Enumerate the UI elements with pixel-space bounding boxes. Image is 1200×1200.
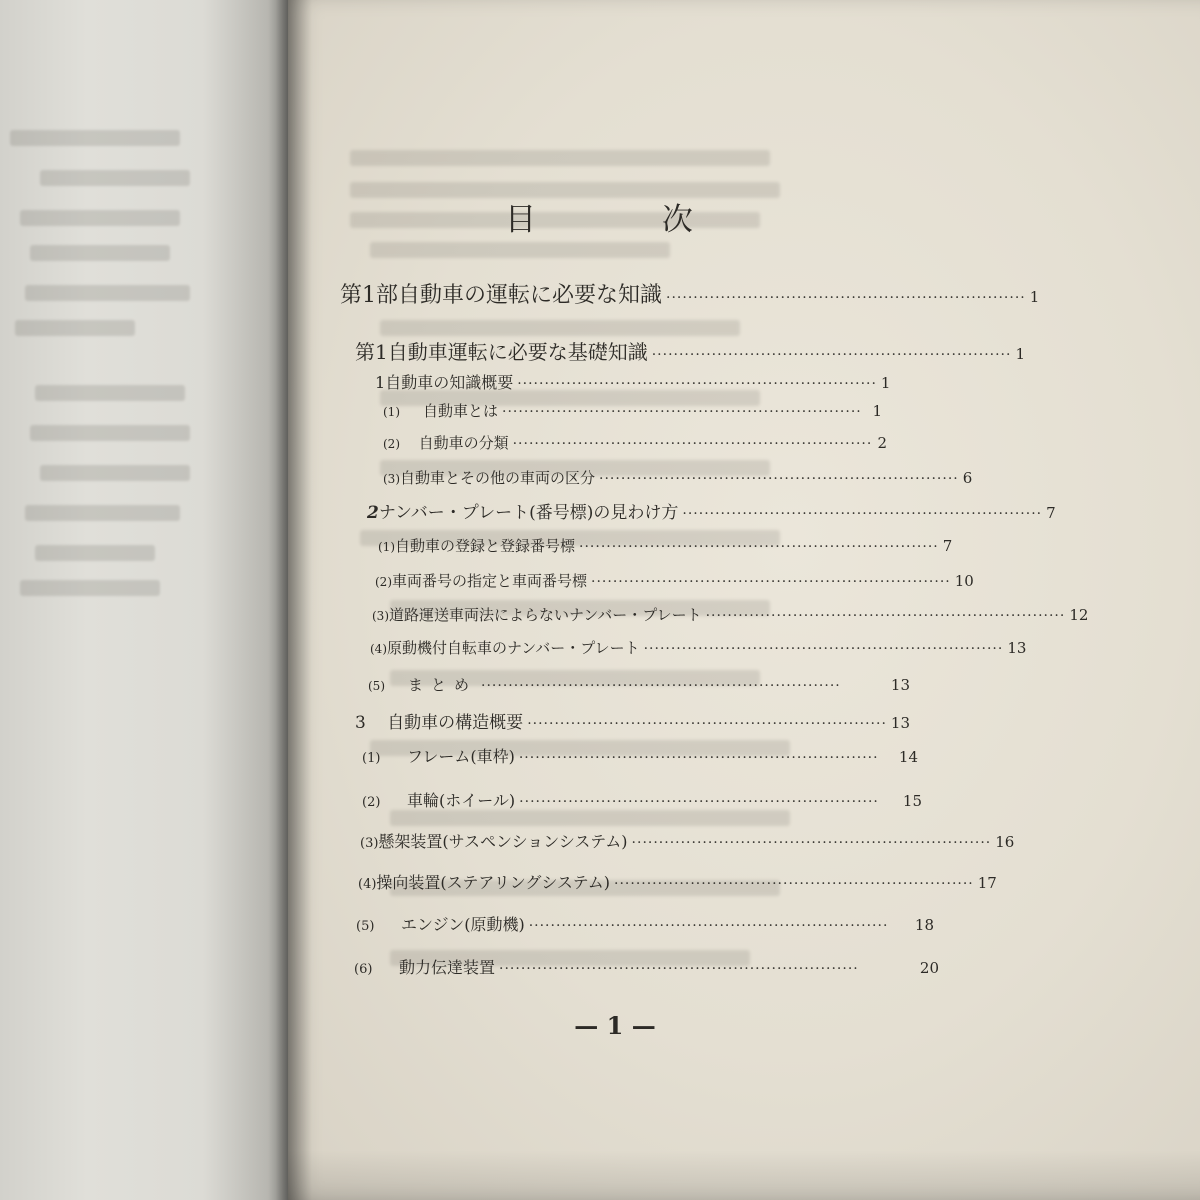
bleed-line: [30, 425, 190, 441]
page-title: 目 次: [505, 202, 751, 238]
toc-label: 自動車の構造概要: [387, 713, 524, 733]
toc-row-part-1: [340, 278, 1040, 309]
toc-row-item: [362, 744, 918, 767]
toc-page-number: 7: [942, 537, 953, 555]
bleed-line: [20, 210, 180, 226]
toc-leader-dots: ··································································: [527, 716, 887, 732]
toc-leader-dots: ··································································: [666, 290, 1026, 306]
toc-label: 車両番号の指定と車両番号標: [392, 572, 588, 590]
page-number-folio: — 1 —: [574, 1011, 656, 1040]
bleed-line: [390, 810, 790, 826]
toc-number: (4): [370, 642, 387, 656]
bleed-line: [10, 130, 180, 146]
toc-leader-dots: ··································································: [518, 750, 879, 766]
toc-page-number: 17: [977, 874, 997, 892]
toc-number: (6): [354, 962, 373, 977]
bleed-line: [350, 150, 770, 166]
toc-label: 自動車の運転に必要な知識: [398, 283, 663, 308]
toc-leader-dots: ··································································: [705, 608, 1066, 624]
toc-label: 原動機付自転車のナンバー・プレート: [387, 639, 640, 657]
toc-number: (1): [362, 751, 381, 766]
toc-page-number: 13: [890, 676, 910, 694]
toc-row-item: [383, 432, 887, 453]
toc-page-number: 13: [890, 714, 910, 732]
toc-leader-dots: ··································································: [682, 506, 1043, 522]
toc-label: 動力伝達装置: [399, 958, 496, 977]
toc-leader-dots: ··································································: [512, 436, 873, 452]
toc-label: まとめ: [408, 676, 478, 694]
toc-label: 自動車とその他の車両の区分: [400, 469, 596, 487]
toc-number: 2: [367, 503, 379, 523]
toc-number: (3): [360, 836, 379, 851]
toc-number: 3: [355, 713, 366, 733]
toc-number: 第1: [355, 340, 388, 364]
toc-row-item: [383, 400, 882, 421]
toc-leader-dots: ··································································: [631, 835, 992, 851]
bleed-line: [25, 285, 190, 301]
toc-page-number: 14: [898, 748, 918, 766]
toc-page-number: 1: [1015, 345, 1025, 363]
toc-number: (2): [375, 575, 392, 589]
toc-leader-dots: ··································································: [528, 918, 889, 934]
bleed-line: [40, 465, 190, 481]
left-page: [0, 0, 290, 1200]
toc-number: (5): [356, 919, 375, 934]
toc-number: (5): [368, 679, 385, 693]
bleed-line: [20, 580, 160, 596]
toc-row-item: [362, 788, 922, 811]
toc-row-item: [358, 870, 997, 893]
toc-number: (3): [383, 472, 400, 486]
toc-row-chapter-1: [355, 336, 1025, 365]
toc-page-number: 7: [1046, 504, 1056, 522]
toc-page-number: 1: [872, 402, 882, 420]
toc-label: 懸架装置(サスペンションシステム): [378, 832, 628, 851]
toc-label: エンジン(原動機): [401, 915, 525, 934]
toc-number: 第1部: [340, 283, 398, 308]
toc-label: 車輪(ホイール): [407, 791, 516, 810]
toc-page-number: 18: [914, 916, 934, 934]
toc-page-number: 20: [919, 959, 939, 977]
toc-label: 自動車の知識概要: [385, 373, 514, 392]
toc-row-item: [368, 674, 910, 695]
toc-leader-dots: ··································································: [579, 539, 939, 555]
toc-row-item: [360, 829, 1015, 852]
bleed-line: [380, 320, 740, 336]
toc-page-number: 2: [877, 434, 887, 452]
right-page-bleed-through: [330, 130, 950, 990]
toc-row-item: [370, 637, 1027, 658]
toc-page-number: 10: [954, 572, 974, 590]
toc-page-number: 13: [1007, 639, 1027, 657]
toc-page-number: 16: [995, 833, 1015, 851]
toc-row-section-1: [375, 370, 891, 393]
toc-label: フレーム(車枠): [407, 747, 515, 766]
toc-row-section-2: [367, 498, 1056, 523]
toc-leader-dots: ··································································: [499, 961, 859, 977]
toc-label: 自動車の分類: [418, 434, 509, 452]
toc-leader-dots: ··································································: [643, 641, 1004, 657]
toc-leader-dots: ··································································: [519, 794, 879, 810]
toc-row-item: [354, 955, 939, 978]
toc-label: 道路運送車両法によらないナンバー・プレート: [389, 606, 702, 624]
toc-leader-dots: ··································································: [599, 471, 959, 487]
book-gutter-shadow: [268, 0, 312, 1200]
bleed-line: [35, 385, 185, 401]
toc-number: (1): [378, 540, 395, 554]
toc-number: (3): [372, 609, 389, 623]
toc-row-section-3: [355, 708, 910, 733]
left-page-bleed-through: [0, 40, 290, 740]
bleed-line: [35, 545, 155, 561]
toc-label: 操向装置(ステアリングシステム): [376, 873, 611, 892]
page-bottom-shadow: [288, 1150, 1200, 1200]
toc-row-item: [372, 604, 1089, 625]
toc-label: 自動車とは: [423, 402, 499, 420]
toc-row-item: [375, 570, 974, 591]
toc-leader-dots: ··································································: [502, 404, 862, 420]
toc-number: (2): [383, 437, 400, 451]
toc-page-number: 1: [1029, 288, 1040, 306]
toc-leader-dots: ··································································: [481, 678, 841, 694]
toc-label: 自動車の登録と登録番号標: [395, 537, 576, 555]
bleed-line: [30, 245, 170, 261]
bleed-line: [40, 170, 190, 186]
toc-row-item: [356, 912, 934, 935]
toc-page-number: 15: [902, 792, 922, 810]
toc-leader-dots: ··································································: [517, 376, 877, 392]
toc-number: (4): [358, 877, 377, 892]
toc-page-number: 1: [880, 374, 891, 392]
toc-label: ナンバー・プレート(番号標)の見わけ方: [378, 503, 679, 523]
bleed-line: [15, 320, 135, 336]
toc-page-number: 6: [962, 469, 973, 487]
toc-row-item: [378, 535, 953, 556]
toc-number: 1: [375, 373, 386, 392]
toc-page-number: 12: [1069, 606, 1089, 624]
bleed-line: [25, 505, 180, 521]
toc-row-item: [383, 467, 973, 488]
toc-number: (1): [383, 405, 400, 419]
toc-label: 自動車運転に必要な基礎知識: [387, 340, 648, 364]
toc-leader-dots: ··································································: [651, 347, 1012, 363]
toc-leader-dots: ··································································: [614, 876, 974, 892]
toc-leader-dots: ··································································: [591, 574, 951, 590]
toc-number: (2): [362, 795, 381, 810]
